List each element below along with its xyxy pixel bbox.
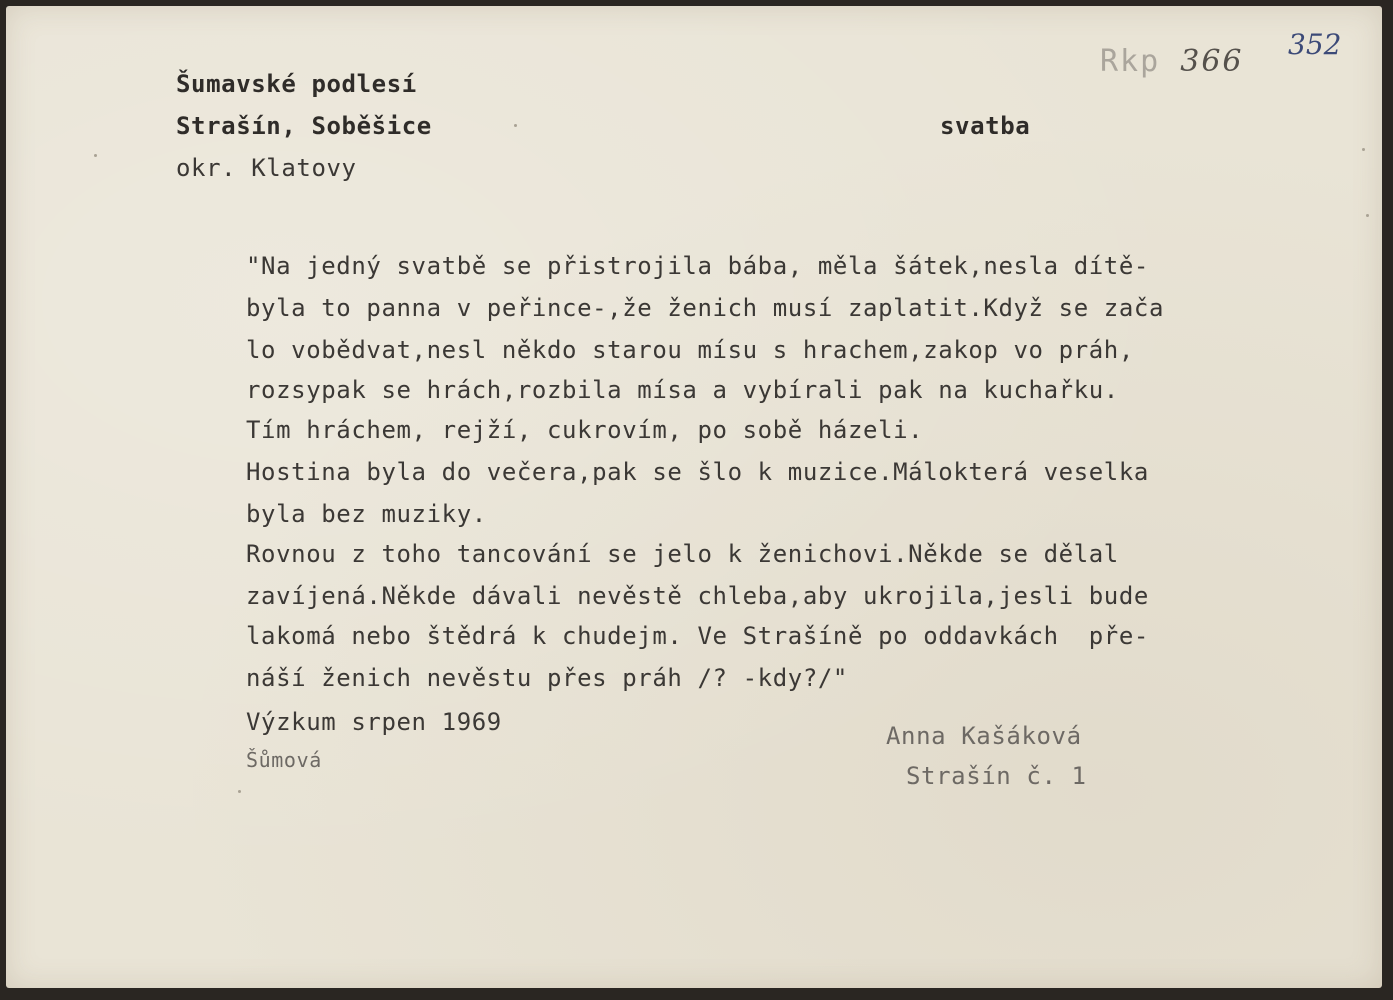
header-region: Šumavské podlesí <box>176 70 417 98</box>
paper-speck <box>94 154 97 157</box>
stamp-prefix: Rkp <box>1100 44 1161 79</box>
paper-speck <box>514 124 517 127</box>
informant-address: Strašín č. 1 <box>906 762 1087 790</box>
text-line: zavíjená.Někde dávali nevěstě chleba,aby ukrojila,jesli bude <box>246 582 1149 610</box>
archive-stamp <box>1100 44 1244 79</box>
sheet-number: 352 <box>1288 28 1342 61</box>
paper-speck <box>1362 148 1365 151</box>
header-district: okr. Klatovy <box>176 154 357 182</box>
paper-speck <box>238 790 241 793</box>
header-villages: Strašín, Soběšice <box>176 112 432 140</box>
text-line: lo vobědvat,nesl někdo starou mísu s hrachem,zakop vo práh, <box>246 336 1134 364</box>
informant-name: Anna Kašáková <box>886 722 1082 750</box>
paper-speck <box>1366 214 1369 217</box>
header-topic: svatba <box>940 112 1031 140</box>
research-date: Výzkum srpen 1969 <box>246 708 502 736</box>
researcher-name: Šůmová <box>246 748 322 772</box>
text-line: rozsypak se hrách,rozbila mísa a vybírali pak na kuchařku. <box>246 376 1119 404</box>
stamp-number: 366 <box>1180 44 1244 79</box>
text-line: Tím hráchem, rejží, cukrovím, po sobě házeli. <box>246 416 924 444</box>
text-line: byla to panna v peřince-,že ženich musí zaplatit.Když se zača <box>246 294 1165 322</box>
text-line: "Na jedný svatbě se přistrojila bába, měla šátek,nesla dítě- <box>246 252 1149 280</box>
text-line: Rovnou z toho tancování se jelo k ženichovi.Někde se dělal <box>246 540 1119 568</box>
text-line: lakomá nebo štědrá k chudejm. Ve Strašíně po oddavkách pře- <box>246 622 1149 650</box>
text-line: byla bez muziky. <box>246 500 487 528</box>
text-line: Hostina byla do večera,pak se šlo k muzice.Málokterá veselka <box>246 458 1149 486</box>
text-line: náší ženich nevěstu přes práh /? -kdy?/" <box>246 664 848 692</box>
